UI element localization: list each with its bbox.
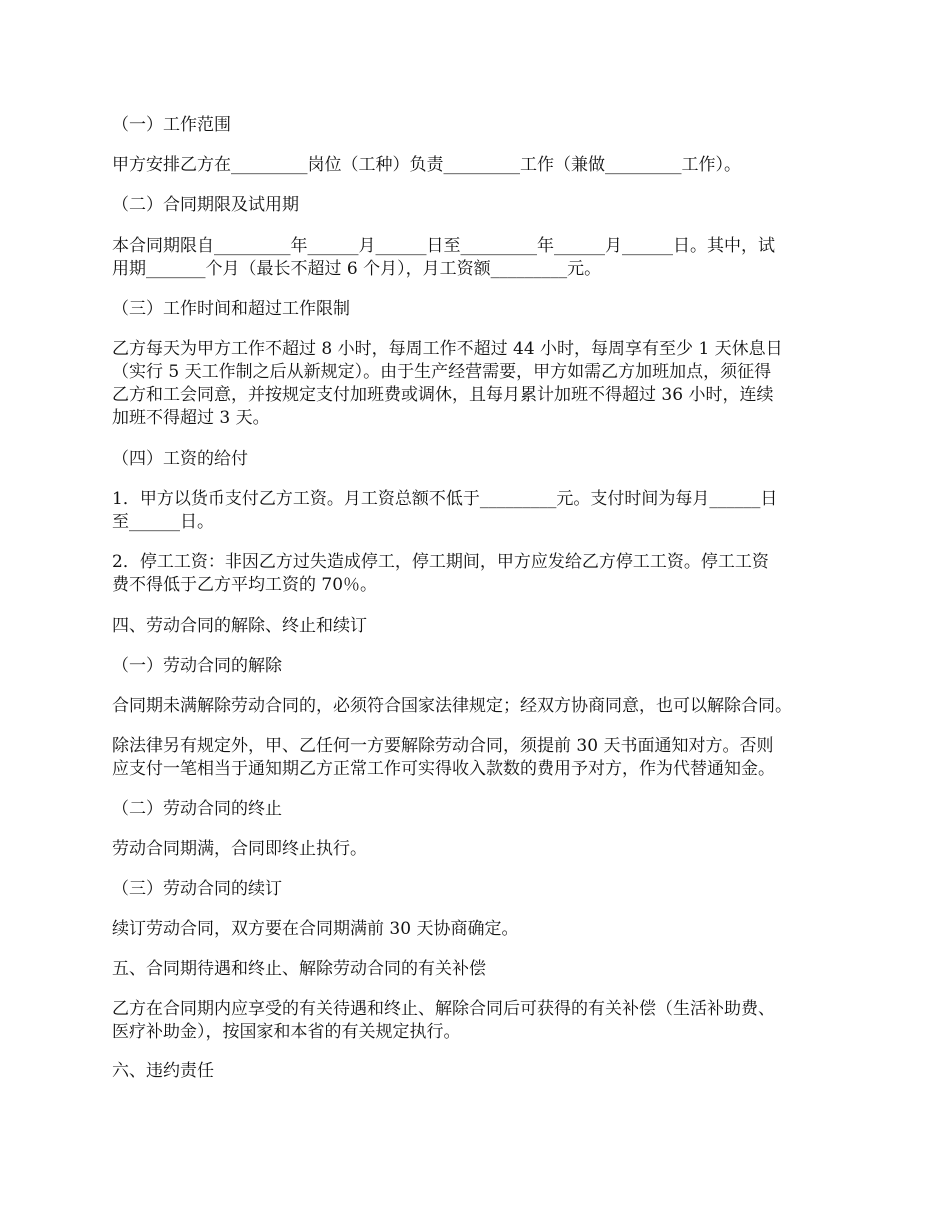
paragraph-stoppage-wage-line-2: 费不得低于乙方平均工资的 70％。 — [112, 575, 378, 595]
paragraph-compensation-line-2: 医疗补助金），按国家和本省的有关规定执行。 — [112, 1022, 461, 1042]
paragraph-notice-period-line-2: 应支付一笔相当于通知期乙方正常工作可实得收入款数的费用予对方，作为代替通知金。 — [112, 759, 775, 779]
section-heading-liability: 六、违约责任 — [112, 1061, 214, 1081]
section-heading-wage-payment: （四）工资的给付 — [112, 449, 248, 469]
paragraph-contract-term-line-1: 本合同期限自_________年______月______日至_________年______月______日。其中，试 — [112, 236, 775, 256]
subheading-contract-renewal: （三）劳动合同的续订 — [112, 879, 282, 899]
paragraph-contract-term-line-2: 用期_______个月（最长不超过 6 个月），月工资额_________元。 — [112, 259, 602, 279]
subheading-contract-dissolution: （一）劳动合同的解除 — [112, 656, 282, 676]
section-heading-termination-renewal: 四、劳动合同的解除、终止和续订 — [112, 616, 367, 636]
paragraph-working-hours-line-2: （实行 5 天工作制之后从新规定）。由于生产经营需要，甲方如需乙方加班加点，须征得 — [112, 362, 772, 382]
paragraph-work-assignment: 甲方安排乙方在_________岗位（工种）负责_________工作（兼做_________工作）。 — [112, 155, 741, 175]
paragraph-wage-payment-line-2: 至______日。 — [112, 512, 214, 532]
paragraph-compensation-line-1: 乙方在合同期内应享受的有关待遇和终止、解除合同后可获得的有关补偿（生活补助费、 — [112, 999, 775, 1019]
paragraph-contract-termination: 劳动合同期满，合同即终止执行。 — [112, 839, 367, 859]
section-heading-working-hours: （三）工作时间和超过工作限制 — [112, 299, 350, 319]
paragraph-wage-payment-line-1: 1．甲方以货币支付乙方工资。月工资总额不低于_________元。支付时间为每月______日 — [112, 489, 778, 509]
paragraph-notice-period-line-1: 除法律另有规定外，甲、乙任何一方要解除劳动合同，须提前 30 天书面通知对方。否则 — [112, 736, 774, 756]
paragraph-contract-renewal: 续订劳动合同，双方要在合同期满前 30 天协商确定。 — [112, 919, 519, 939]
paragraph-stoppage-wage-line-1: 2．停工工资：非因乙方过失造成停工，停工期间，甲方应发给乙方停工工资。停工工资 — [112, 552, 769, 572]
paragraph-dissolution-conditions: 合同期未满解除劳动合同的，必须符合国家法律规定；经双方协商同意，也可以解除合同。 — [112, 696, 792, 716]
subheading-contract-termination: （二）劳动合同的终止 — [112, 799, 282, 819]
paragraph-working-hours-line-3: 乙方和工会同意，并按规定支付加班费或调休，且每月累计加班不得超过 36 小时，连续 — [112, 385, 774, 405]
paragraph-working-hours-line-1: 乙方每天为甲方工作不超过 8 小时，每周工作不超过 44 小时，每周享有至少 1 天休息日 — [112, 339, 783, 359]
paragraph-working-hours-line-4: 加班不得超过 3 天。 — [112, 408, 270, 428]
section-heading-contract-term: （二）合同期限及试用期 — [112, 195, 299, 215]
section-heading-compensation: 五、合同期待遇和终止、解除劳动合同的有关补偿 — [112, 959, 486, 979]
section-heading-work-scope: （一）工作范围 — [112, 115, 231, 135]
